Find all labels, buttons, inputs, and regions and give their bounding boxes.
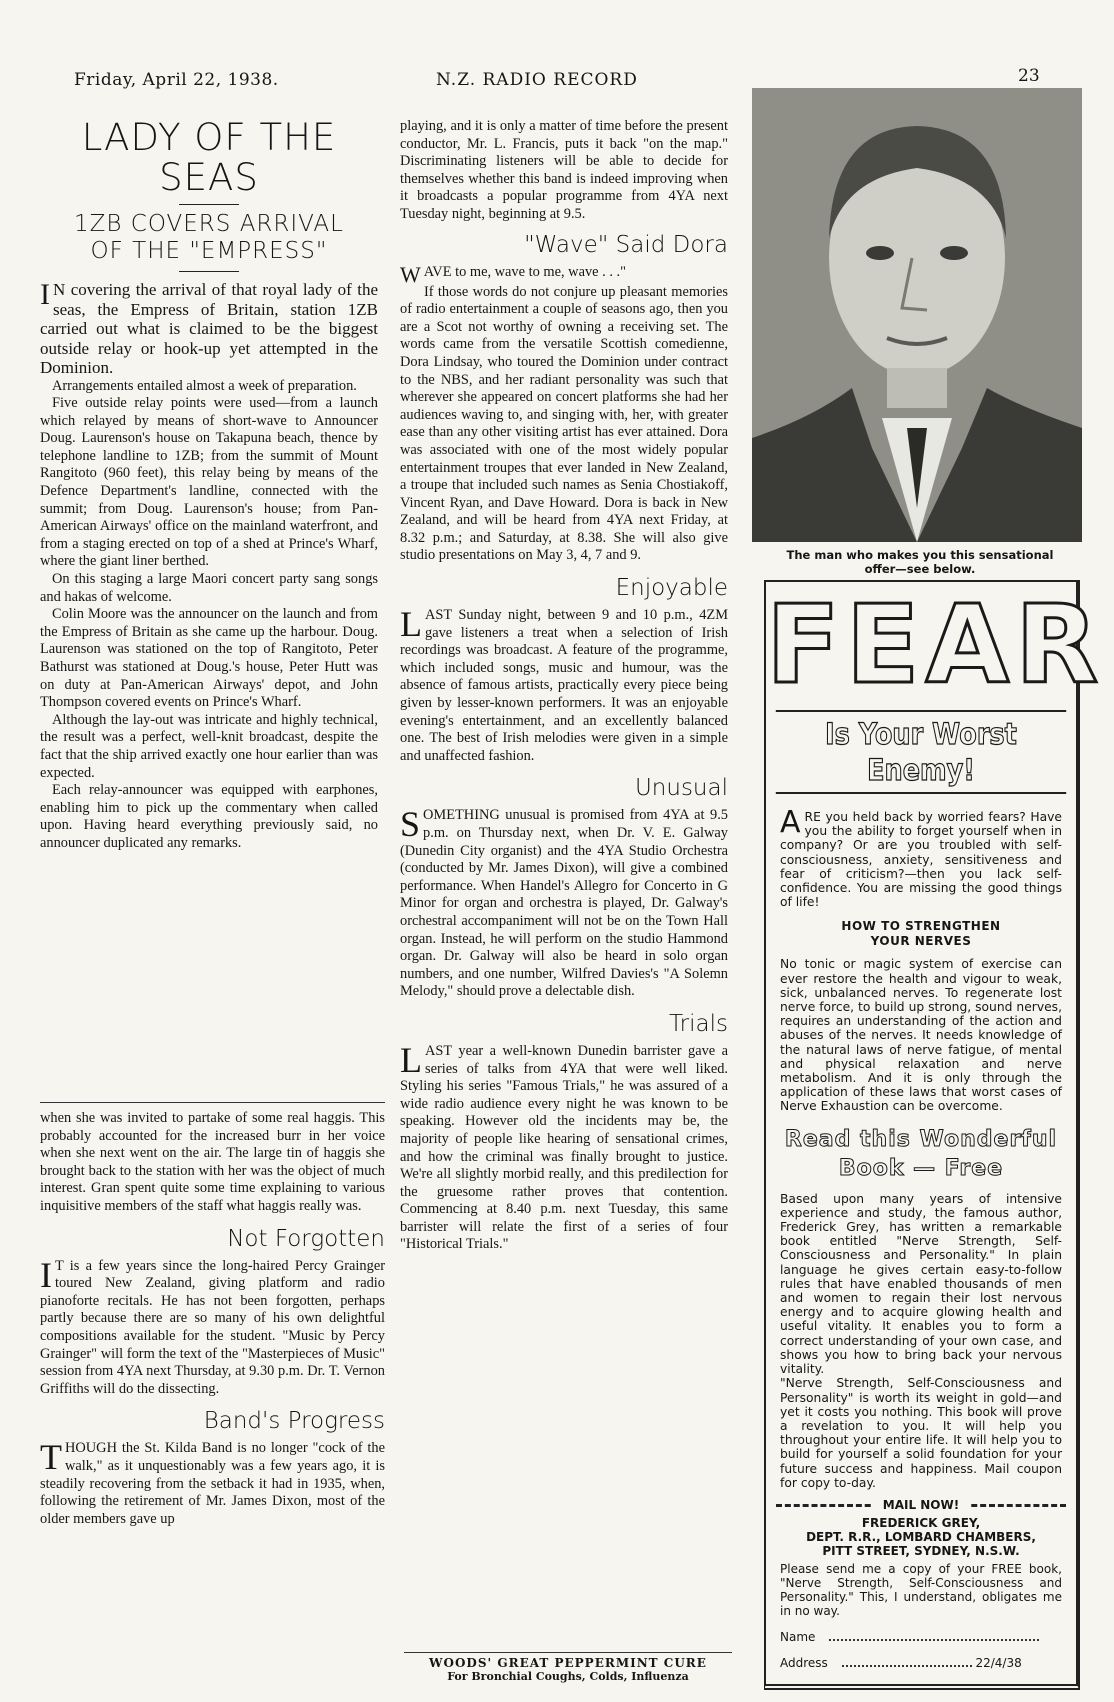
subtitle-rule <box>179 271 239 272</box>
header-date: Friday, April 22, 1938. <box>74 70 279 90</box>
article-subtitle-line-2: OF THE "EMPRESS" <box>90 238 328 264</box>
read-heading-line-1: Read this Wonderful <box>784 1126 1058 1152</box>
bands-progress-body <box>40 1437 385 1528</box>
wave-body: If those words do not conjure up pleasant memories of radio entertainment a couple of seasons ago, then you are a Scot not worthy of owning a receiving set. The words came from the versatile Scottish comedienne, Dora Lindsay, who toured the Dominion under contract to the NBS, and her radiant personality was such that wherever she appeared on concert platforms she had her audiences waving to, and singing with, her, with greater ease than any other visiting artist has ever attained. Dora was associated with one of the most widely popular entertainment troupes that ever landed in New Zealand, a troupe that included such names as Senia Chostiakoff, Vincent Ryan, and Dave Howard. Dora is back in New Zealand, and will be heard from 4YA next Friday, at 8.32 p.m.; and Saturday, at 8.38. She will also give studio presentations on May 3, 4, 7 and 9. <box>400 283 728 564</box>
coupon-text: Please send me a copy of your FREE book, "Nerve Strength, Self-Consciousness and Personality." This, I understand, obligates me in no way. <box>780 1561 1062 1618</box>
trials-body <box>400 1039 728 1254</box>
article-para-3: Five outside relay points were used—from a launch which relayed by means of short-wave to Announcer Doug. Laurenson's house on Takapuna beach, thence by telephone landline to 1ZB; from the summit of Mount Rangitoto (960 feet), this relay being by means of the Defence Department's landline, connected with the summit; from Doug. Laurenson's house; from Pan-American Airways' office on the mainland waterfront, and from a staging erected on top of a shed at Prince's Wharf, where the giant liner berthed. <box>40 395 378 570</box>
mailing-address <box>776 1516 1066 1558</box>
header-publication: N.Z. RADIO RECORD <box>436 70 638 90</box>
unusual-text: OMETHING unusual is promised from 4YA at 9.5 p.m. on Thursday next, when Dr. V. E. Galway (Dunedin City organist) and the 4YA Studio Orchestra (conducted by Mr. James Dixon), will give a combined performance. When Handel's Allegro for Concerto in G Minor for organ and orchestra is played, Dr. Galway's orchestral accompaniment will not be on the Town Hall organ. Instead, he will perform on the studio Hammond organ. Dr. Galway will also be heard in solo organ numbers, and one number, Wilfred Davies's "A Solemn Melody," should prove a delectable dish. <box>400 807 728 1000</box>
article-title-line-2: SEAS <box>159 156 259 199</box>
mail-now: MAIL NOW! <box>871 1498 971 1512</box>
article-para-6: Although the lay-out was intricate and highly technical, the result was a perfect, well-knit broadcast, despite the fact that the ship arrived exactly one hour earlier than was expected. <box>40 711 378 781</box>
wave-opening-text: AVE to me, wave to me, wave . . ." <box>423 263 626 280</box>
how-heading-line-2: YOUR NERVES <box>870 934 972 949</box>
woods-ad-line-2: For Bronchial Coughs, Colds, Influenza <box>447 1670 689 1683</box>
article-lead <box>40 280 378 378</box>
article-subtitle <box>40 211 378 265</box>
address-line-2: DEPT. R.R., LOMBARD CHAMBERS, <box>806 1529 1036 1544</box>
bands-progress-heading: Band's Progress <box>203 1408 385 1435</box>
advert-box <box>764 580 1105 1690</box>
bands-progress-continued: playing, and it is only a matter of time before the present conductor, Mr. L. Francis, puts it back "on the map." Discriminating listeners will be able to decide for themselves whether this band is indeed improving when it broadcasts a popular programme from 4YA next Tuesday night, beginning at 9.5. <box>400 118 728 222</box>
dropcap: W <box>400 261 421 287</box>
title-rule <box>179 204 239 205</box>
fear-headline: FEAR <box>766 583 1105 708</box>
address-line[interactable] <box>776 1656 1066 1670</box>
article-para-4: On this staging a large Maori concert party sang songs and hakas of welcome. <box>40 571 378 605</box>
address-label: Address <box>780 1655 828 1670</box>
portrait-image <box>752 88 1082 542</box>
wave-heading: "Wave" Said Dora <box>524 231 728 258</box>
article-para-2: Arrangements entailed almost a week of preparation. <box>52 377 357 394</box>
column-2 <box>400 118 728 1254</box>
intro-paragraph <box>766 802 1076 909</box>
article-para-1: N covering the arrival of that royal lady of the seas, the Empress of Britain, station 1ZB carried out what is claimed to be the biggest outside relay or hook-up yet attempted in the Dominion. <box>40 280 378 377</box>
dropcap: L <box>400 604 422 645</box>
woods-ad-line-1: WOODS' GREAT PEPPERMINT CURE <box>429 1656 707 1670</box>
address-line-3: PITT STREET, SYDNEY, N.S.W. <box>822 1543 1020 1558</box>
dropcap: A <box>780 805 801 840</box>
read-heading-line-2: Book — Free <box>838 1155 1004 1181</box>
book-text-2: "Nerve Strength, Self-Consciousness and Personality" is worth its weight in gold—and yet it costs you nothing. This book will prove a revelation to you. It will help you throughout your entire life. It will help you to build for yourself a solid foundation for your future success and happiness. Mail coupon for copy to-day. <box>780 1376 1062 1490</box>
how-heading <box>766 919 1076 949</box>
woods-ad <box>404 1652 732 1683</box>
trials-heading: Trials <box>669 1010 728 1037</box>
worst-enemy: Is Your Worst Enemy! <box>776 710 1066 794</box>
book-text: Based upon many years of intensive experience and study, the famous author, Frederick Grey, has written a remarkable book entitled "Nerve Strength, Self-Consciousness and Personality." In plain language he gives certain easy-to-follow rules that have enabled thousands of men and women to regain their lost nervous energy and to acquire glowing health and useful vitality. It enables you to form a correct understanding of your own case, and shows you how to bring back your nervous vitality. <box>780 1191 1062 1377</box>
read-book-heading <box>766 1126 1076 1184</box>
dropcap: I <box>40 278 50 311</box>
main-article <box>40 118 378 853</box>
name-field[interactable] <box>829 1639 1039 1641</box>
dropcap: T <box>40 1437 62 1478</box>
coupon[interactable] <box>776 1497 1066 1670</box>
dropcap: S <box>400 804 421 845</box>
article-title-line-1: LADY OF THE <box>81 116 337 159</box>
trials-text: AST year a well-known Dunedin barrister gave a series of talks from 4YA that were well liked. Styling his series "Famous Trials," he was assured of a wide radio audience every night he was known to be speaking. However old the incidents may be, the majority of people like hearing of sensational crimes, and how the criminal was finally brought to justice. We're all slightly morbid really, and this predilection for the gruesome rather proves that contention. Commencing at 8.40 p.m. next Tuesday, this same barrister will relate the first of a series of four "Historical Trials." <box>400 1042 728 1253</box>
photo-caption: The man who makes you this sensational offer—see below. <box>786 548 1054 576</box>
name-line[interactable] <box>776 1630 1066 1644</box>
not-forgotten-body <box>40 1254 385 1399</box>
unusual-body <box>400 804 728 1001</box>
name-label: Name <box>780 1629 816 1644</box>
haggis-continuation: when she was invited to partake of some real haggis. This probably accounted for the increased burr in her voice when she next went on the air. The large tin of haggis she brought back to the station with her was the object of much interest. Gran spent quite some time explaining to various inquisitive members of the staff what haggis really was. <box>40 1110 385 1214</box>
address-field[interactable] <box>842 1665 972 1667</box>
unusual-heading: Unusual <box>634 775 728 802</box>
dropcap: L <box>400 1039 422 1080</box>
address-line-1: FREDERICK GREY, <box>861 1515 981 1530</box>
portrait-photo <box>752 88 1082 542</box>
article-para-5: Colin Moore was the announcer on the launch and from the Empress of Britain as she came up the harbour. Doug. Laurenson was stationed on the top of Rangitoto, Peter Bathurst was stationed at Doug.'s house, Peter Hutt was on duty at Pan-American Airways' depot, and John Thompson covered events on Prince's Wharf. <box>40 606 378 711</box>
bands-progress-text: HOUGH the St. Kilda Band is no longer "cock of the walk," as it unquestionably was a few years ago, it is steadily recovering from the setback it had in 1935, when, following the retirement of Mr. James Dixon, most of the older members gave up <box>40 1440 385 1527</box>
not-forgotten-heading: Not Forgotten <box>227 1225 385 1252</box>
article-subtitle-line-1: 1ZB COVERS ARRIVAL <box>74 211 344 237</box>
enjoyable-heading: Enjoyable <box>615 575 728 602</box>
article-title <box>40 118 378 198</box>
enjoyable-text: AST Sunday night, between 9 and 10 p.m., 4ZM gave listeners a treat when a selection of Irish recordings was broadcast. A feature of the programme, which included songs, music and humour, was the absence of famous artists, practically every piece being given by lesser-known performers. It was an enjoyable evening's entertainment, and an excellently balanced one. The best of Irish melodies were given in a simple and unaffected fashion. <box>400 607 728 764</box>
address-code: 22/4/38 <box>975 1655 1022 1670</box>
how-text: No tonic or magic system of exercise can ever restore the health and vigour to weak, sick, unbalanced nerves. To regenerate lost nerve force, to build up strong, sound nerves, requires an understanding of the action and abuses of the nerves. It needs knowledge of the natural laws of nerve fatigue, of mental and physical relaxation and nerve metabolism. And it is only through the application of these laws that worst cases of Nerve Exhaustion can be overcome. <box>780 957 1062 1114</box>
article-para-7: Each relay-announcer was equipped with earphones, enabling him to pick up the commentary when called upon. Having heard everything previously said, no announcer duplicated any remarks. <box>40 782 378 851</box>
column-divider <box>40 1102 385 1103</box>
column-1-lower <box>40 1110 385 1528</box>
not-forgotten-text: T is a few years since the long-haired Percy Grainger toured New Zealand, giving platform and radio pianoforte recitals. He has not been forgotten, perhaps partly because there are so many of his own delightful compositions available for the student. "Music by Percy Grainger" will form the text of the "Masterpieces of Music" session from 4YA next Thursday, at 9.30 p.m. Dr. T. Vernon Griffiths will do the dissecting. <box>40 1257 385 1397</box>
wave-opening <box>400 261 728 287</box>
enjoyable-body <box>400 604 728 765</box>
how-heading-line-1: HOW TO STRENGTHEN <box>841 919 1001 934</box>
dropcap: I <box>40 1254 52 1295</box>
intro-text: RE you held back by worried fears? Have you the ability to forget yourself when in company? Or are you troubled with self-consciousness, anxiety, sensitiveness and fear of criticism?—then you lack self-confidence. You are missing the good things of life! <box>780 810 1062 910</box>
page-number: 23 <box>1018 66 1040 86</box>
